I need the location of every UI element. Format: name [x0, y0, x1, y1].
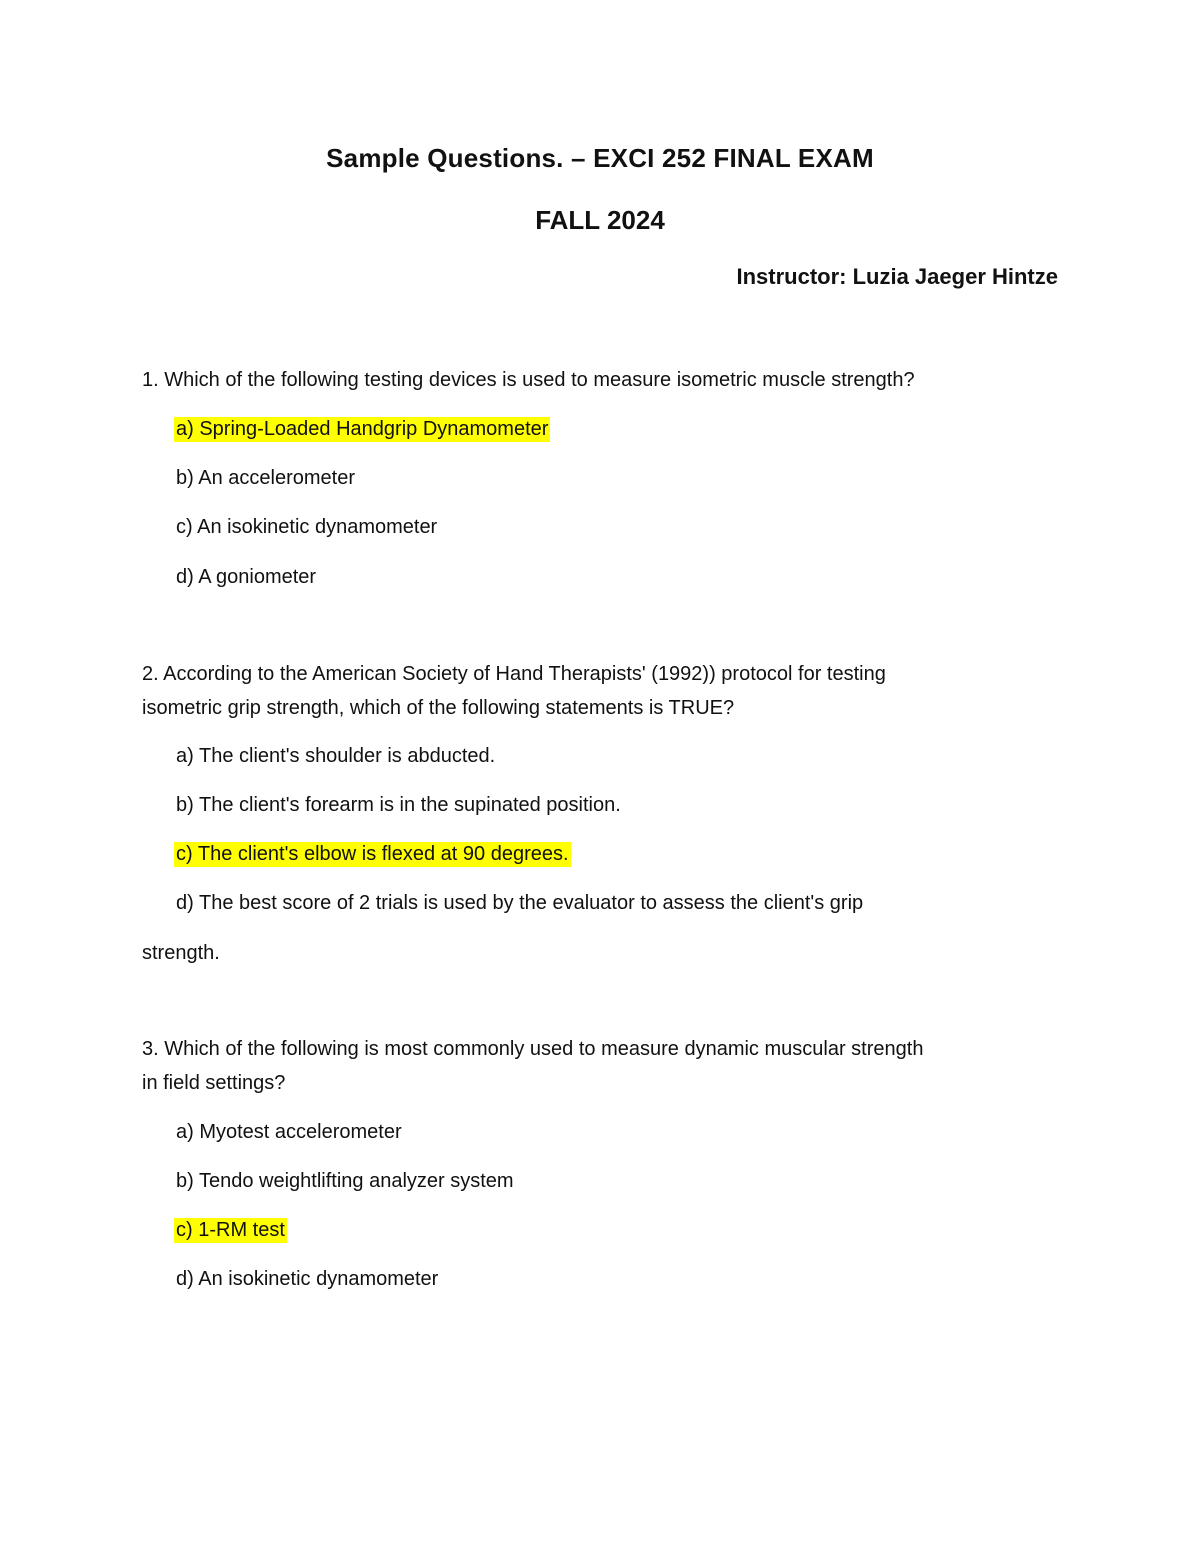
question-3-option-c — [176, 1217, 287, 1243]
answer-highlight: c) 1-RM test — [176, 1219, 285, 1241]
question-3-stem-line-2: in field settings? — [142, 1072, 286, 1094]
question-2-stem-line-1: 2. According to the American Society of Hand Therapists' (1992)) protocol for testing — [142, 663, 886, 685]
question-3-option-a: a) Myotest accelerometer — [176, 1121, 402, 1143]
question-3-option-b: b) Tendo weightlifting analyzer system — [176, 1170, 514, 1192]
question-2-option-a: a) The client's shoulder is abducted. — [176, 745, 496, 767]
question-3-option-d: d) An isokinetic dynamometer — [176, 1268, 439, 1290]
question-3-stem-line-1: 3. Which of the following is most commonly used to measure dynamic muscular strength — [142, 1038, 924, 1060]
question-2-option-c — [176, 841, 571, 867]
question-2-option-b: b) The client's forearm is in the supinated position. — [176, 794, 621, 816]
instructor-name: Instructor: Luzia Jaeger Hintze — [736, 264, 1058, 289]
question-1-option-c: c) An isokinetic dynamometer — [176, 516, 438, 538]
page-title: Sample Questions. – EXCI 252 FINAL EXAM — [326, 143, 874, 173]
question-1-option-d: d) A goniometer — [176, 566, 317, 588]
question-1-stem: 1. Which of the following testing devices is used to measure isometric muscle strength? — [142, 369, 915, 391]
question-1-option-a — [176, 416, 550, 442]
question-2-option-d: d) The best score of 2 trials is used by the evaluator to assess the client's grip — [176, 892, 864, 914]
exam-term: FALL 2024 — [535, 205, 665, 235]
question-2-stem-line-2: isometric grip strength, which of the following statements is TRUE? — [142, 697, 735, 719]
question-1-option-b: b) An accelerometer — [176, 467, 355, 489]
answer-highlight: c) The client's elbow is flexed at 90 degrees. — [176, 843, 569, 865]
question-2-option-d-continuation: strength. — [142, 942, 220, 964]
answer-highlight: a) Spring-Loaded Handgrip Dynamometer — [176, 418, 549, 440]
